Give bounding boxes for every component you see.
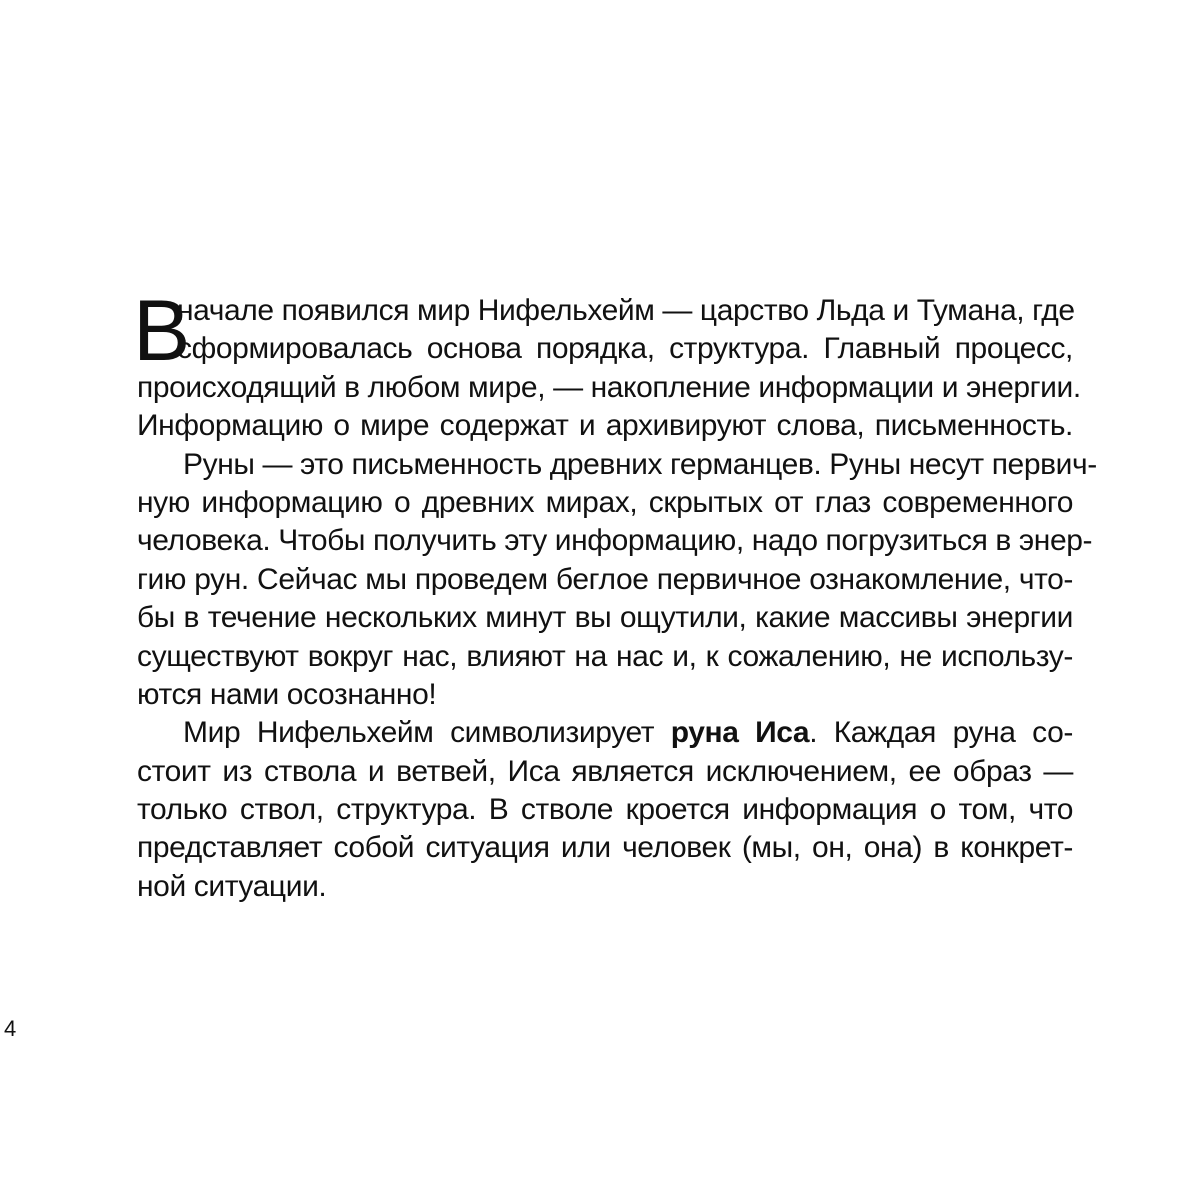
text-line: бы в течение нескольких минут вы ощутили, какие массивы энергии [137, 601, 1073, 635]
text-line: представляет собой ситуация или человек (мы, он, она) в конкрет- [137, 831, 1073, 865]
text-fragment: Мир Нифельхейм символизирует [183, 716, 671, 750]
text-line: Информацию о мире содержат и архивируют слова, письменность. [137, 409, 1073, 443]
text-line: только ствол, структура. В стволе кроется информация о том, что [137, 793, 1073, 827]
text-line: начале появился мир Нифельхейм — царство Льда и Тумана, где [177, 294, 1075, 327]
text-line: сформировалась основа порядка, структура. Главный процесс, [177, 332, 1073, 366]
text-line: стоит из ствола и ветвей, Иса является исключением, ее образ — [137, 754, 1073, 788]
text-line: ную информацию о древних мирах, скрытых от глаз современного [137, 485, 1073, 519]
text-line: Руны — это письменность древних германцев. Руны несут первич- [183, 447, 1097, 481]
bold-term: руна Иса [670, 716, 810, 750]
text-line: существуют вокруг нас, влияют на нас и, к сожалению, не использу- [137, 639, 1073, 673]
text-line: гию рун. Сейчас мы проведем беглое первичное ознакомление, что- [137, 562, 1073, 596]
page-number: 4 [4, 1016, 17, 1041]
text-line: человека. Чтобы получить эту информацию, надо погрузиться в энер- [137, 524, 1093, 558]
paragraph-1-opening [133, 283, 1075, 379]
text-line: происходящий в любом мире, — накопление информации и энергии. [137, 370, 1081, 404]
drop-cap: В [133, 283, 191, 379]
text-fragment: . Каждая руна со- [809, 716, 1073, 750]
text-line-with-bold [137, 714, 1073, 752]
body-text [133, 283, 1097, 906]
text-line: ной ситуации. [137, 869, 327, 903]
text-line: ются нами осознанно! [137, 677, 437, 711]
